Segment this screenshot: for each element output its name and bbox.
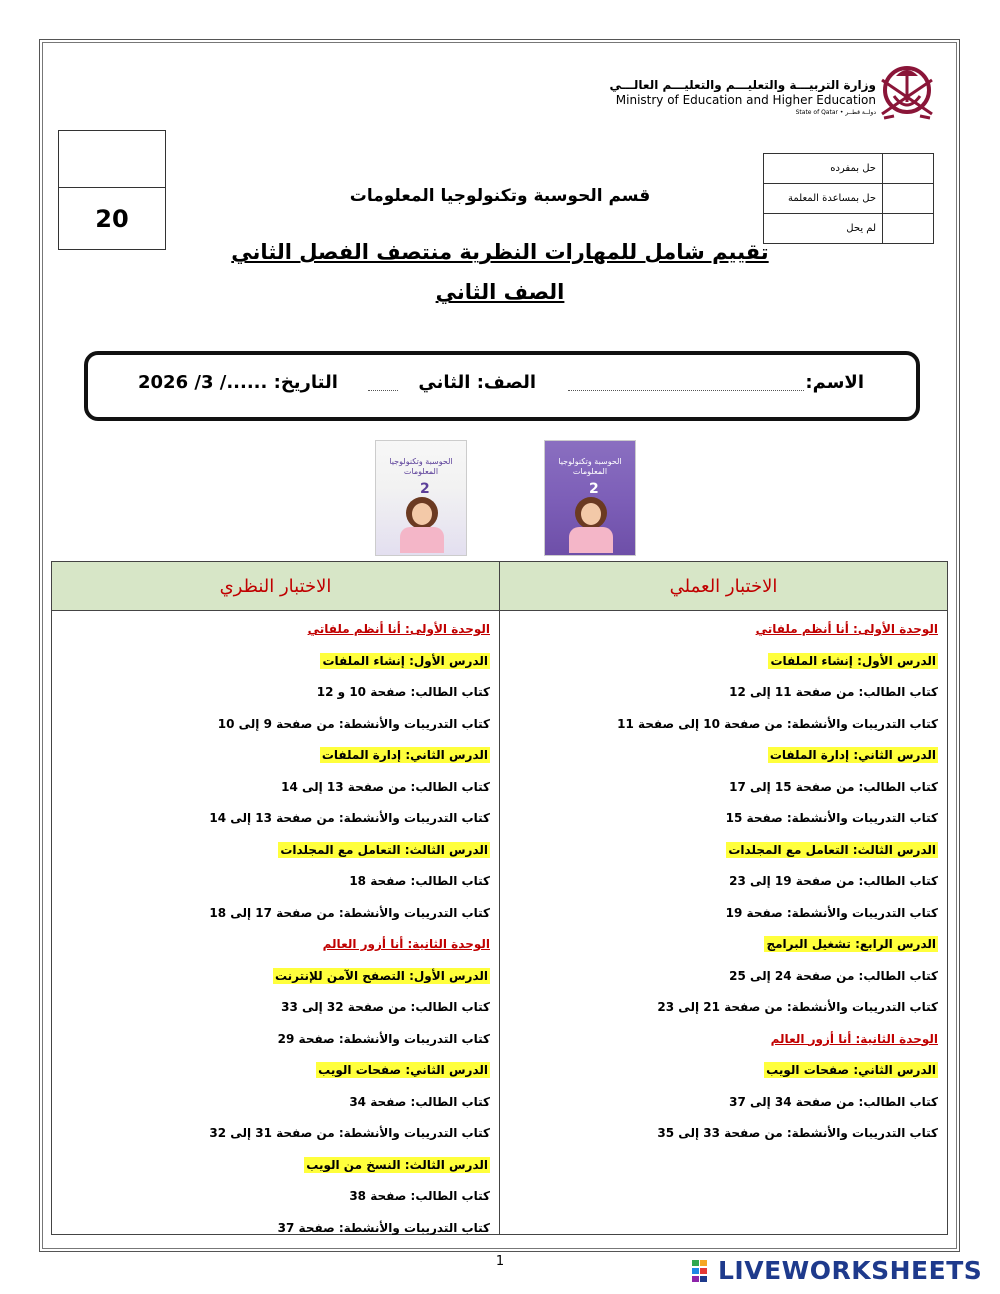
unit-title: الوحدة الثانية: أنا أزور العالم <box>770 1031 938 1046</box>
header-theory: الاختبار النظري <box>52 562 500 611</box>
practical-line <box>509 1055 938 1087</box>
qatar-emblem-icon <box>876 56 938 126</box>
page-reference: كتاب الطالب: من صفحة 24 إلى 25 <box>729 968 938 983</box>
lesson-title: الدرس الثاني: صفحات الويب <box>318 1063 488 1077</box>
lesson-title: الدرس الأول: التصفح الآمن للإنترنت <box>274 968 488 983</box>
practical-line <box>509 929 938 961</box>
syllabus-table <box>51 561 948 1235</box>
lesson-title: الدرس الثالث: التعامل مع المجلدات <box>280 842 488 857</box>
lesson-title: الدرس الثالث: النسخ من الويب <box>306 1157 488 1172</box>
rubric-label: حل بمفرده <box>764 154 883 184</box>
theory-line <box>61 929 490 961</box>
page-number: 1 <box>495 1254 505 1269</box>
header-practical: الاختبار العملي <box>500 562 948 611</box>
theory-line <box>61 1024 490 1056</box>
page-reference: كتاب التدريبات والأنشطة: صفحة 37 <box>277 1220 490 1235</box>
theory-line <box>61 677 490 709</box>
practical-line <box>509 614 938 646</box>
theory-line <box>61 1213 490 1245</box>
name-field[interactable] <box>568 390 804 391</box>
theory-line <box>61 614 490 646</box>
theory-line <box>61 961 490 993</box>
theory-line <box>61 866 490 898</box>
theory-line <box>61 1055 490 1087</box>
theory-line <box>61 1118 490 1150</box>
page-reference: كتاب التدريبات والأنشطة: من صفحة 21 إلى 23 <box>657 1000 938 1014</box>
state-of-qatar: State of Qatar • دولــة قطــر <box>795 109 876 116</box>
theory-line <box>61 1150 490 1182</box>
theory-line <box>61 1181 490 1213</box>
ministry-name-en: Ministry of Education and Higher Education <box>615 93 876 107</box>
score-total: 20 <box>95 205 129 233</box>
unit-title: الوحدة الأولى: أنا أنظم ملفاتي <box>755 622 938 636</box>
lesson-title: الدرس الرابع: تشغيل البرامج <box>766 937 936 951</box>
page-reference: كتاب الطالب: من صفحة 11 إلى 12 <box>729 685 938 699</box>
practical-line <box>509 740 938 772</box>
score-box <box>58 130 166 250</box>
theory-line <box>61 803 490 835</box>
theory-line <box>61 992 490 1024</box>
page-reference: كتاب الطالب: من صفحة 15 إلى 17 <box>729 779 938 794</box>
score-blank[interactable] <box>59 131 165 188</box>
practical-line <box>509 646 938 678</box>
lesson-title: الدرس الأول: إنشاء الملفات <box>770 653 936 668</box>
theory-line <box>61 1087 490 1119</box>
practical-line <box>509 835 938 867</box>
theory-line <box>61 898 490 930</box>
theory-line <box>61 835 490 867</box>
page-reference: كتاب التدريبات والأنشطة: من صفحة 17 إلى 18 <box>209 905 490 920</box>
grade-label: الصف: الثاني <box>418 372 536 393</box>
grade-title: الصف الثاني <box>435 280 565 304</box>
theory-list <box>52 611 499 1234</box>
book-cover-student <box>544 440 636 556</box>
page-reference: كتاب التدريبات والأنشطة: من صفحة 10 إلى صفحة 11 <box>617 716 938 731</box>
page-reference: كتاب الطالب: صفحة 34 <box>349 1094 490 1109</box>
practical-line <box>509 961 938 993</box>
practical-line <box>509 803 938 835</box>
date-label: التاريخ: ....../ 3/ 2026 <box>138 372 338 393</box>
page-reference: كتاب التدريبات والأنشطة: من صفحة 33 إلى 35 <box>657 1126 938 1140</box>
practical-line <box>509 677 938 709</box>
practical-list <box>500 611 947 1150</box>
book-title: الحوسبة وتكنولوجيا المعلومات <box>558 457 622 476</box>
grade-field[interactable] <box>368 390 398 391</box>
liveworksheets-logo-icon <box>692 1260 716 1282</box>
book-cover-activities <box>375 440 467 556</box>
rubric-table <box>763 153 934 244</box>
page-reference: كتاب التدريبات والأنشطة: من صفحة 9 إلى 10 <box>217 716 490 731</box>
lesson-title: الدرس الثاني: صفحات الويب <box>766 1063 936 1077</box>
rubric-label: لم يحل <box>764 214 883 244</box>
theory-line <box>61 740 490 772</box>
lesson-title: الدرس الثاني: إدارة الملفات <box>769 748 936 762</box>
theory-column <box>52 611 500 1235</box>
page-reference: كتاب الطالب: من صفحة 13 إلى 14 <box>281 779 490 794</box>
page-reference: كتاب الطالب: من صفحة 34 إلى 37 <box>729 1094 938 1109</box>
page-reference: كتاب الطالب: من صفحة 19 إلى 23 <box>729 874 938 888</box>
practical-column <box>500 611 948 1235</box>
practical-line <box>509 709 938 741</box>
book-grade-number: 2 <box>589 481 599 497</box>
practical-line <box>509 898 938 930</box>
lesson-title: الدرس الثالث: التعامل مع المجلدات <box>728 842 936 857</box>
practical-line <box>509 866 938 898</box>
practical-line <box>509 1118 938 1150</box>
lesson-title: الدرس الثاني: إدارة الملفات <box>321 748 488 762</box>
practical-line <box>509 1024 938 1056</box>
rubric-check-cell[interactable] <box>883 214 934 244</box>
practical-line <box>509 772 938 804</box>
page-reference: كتاب التدريبات والأنشطة: صفحة 15 <box>725 811 938 825</box>
assessment-title: تقييم شامل للمهارات النظرية منتصف الفصل الثاني <box>231 240 769 264</box>
theory-line <box>61 709 490 741</box>
practical-line <box>509 992 938 1024</box>
page-reference: كتاب التدريبات والأنشطة: من صفحة 31 إلى 32 <box>209 1126 490 1140</box>
page-reference: كتاب الطالب: صفحة 10 و 12 <box>316 685 490 699</box>
rubric-check-cell[interactable] <box>883 184 934 214</box>
ministry-logo-text <box>609 78 876 116</box>
page-reference: كتاب الطالب: من صفحة 32 إلى 33 <box>281 1000 490 1014</box>
page-reference: كتاب الطالب: صفحة 38 <box>349 1189 490 1203</box>
book-grade-number: 2 <box>420 481 430 497</box>
page-reference: كتاب التدريبات والأنشطة: من صفحة 13 إلى 14 <box>209 811 490 825</box>
theory-line <box>61 646 490 678</box>
page-reference: كتاب التدريبات والأنشطة: صفحة 29 <box>277 1031 490 1046</box>
theory-line <box>61 772 490 804</box>
book-title: الحوسبة وتكنولوجيا المعلومات <box>389 457 453 476</box>
department-title: قسم الحوسبة وتكنولوجيا المعلومات <box>349 186 651 206</box>
rubric-label: حل بمساعدة المعلمة <box>764 184 883 214</box>
unit-title: الوحدة الثانية: أنا أزور العالم <box>322 937 490 951</box>
page-reference: كتاب التدريبات والأنشطة: صفحة 19 <box>725 905 938 920</box>
liveworksheets-brand: LIVEWORKSHEETS <box>718 1256 983 1285</box>
unit-title: الوحدة الأولى: أنا أنظم ملفاتي <box>307 622 490 636</box>
name-label: الاسم: <box>805 372 864 393</box>
lesson-title: الدرس الأول: إنشاء الملفات <box>322 653 488 668</box>
ministry-name-ar: وزارة التربيـــة والتعليـــم والتعليـــم العالـــي <box>609 78 876 92</box>
rubric-check-cell[interactable] <box>883 154 934 184</box>
practical-line <box>509 1087 938 1119</box>
page-reference: كتاب الطالب: صفحة 18 <box>349 874 490 888</box>
